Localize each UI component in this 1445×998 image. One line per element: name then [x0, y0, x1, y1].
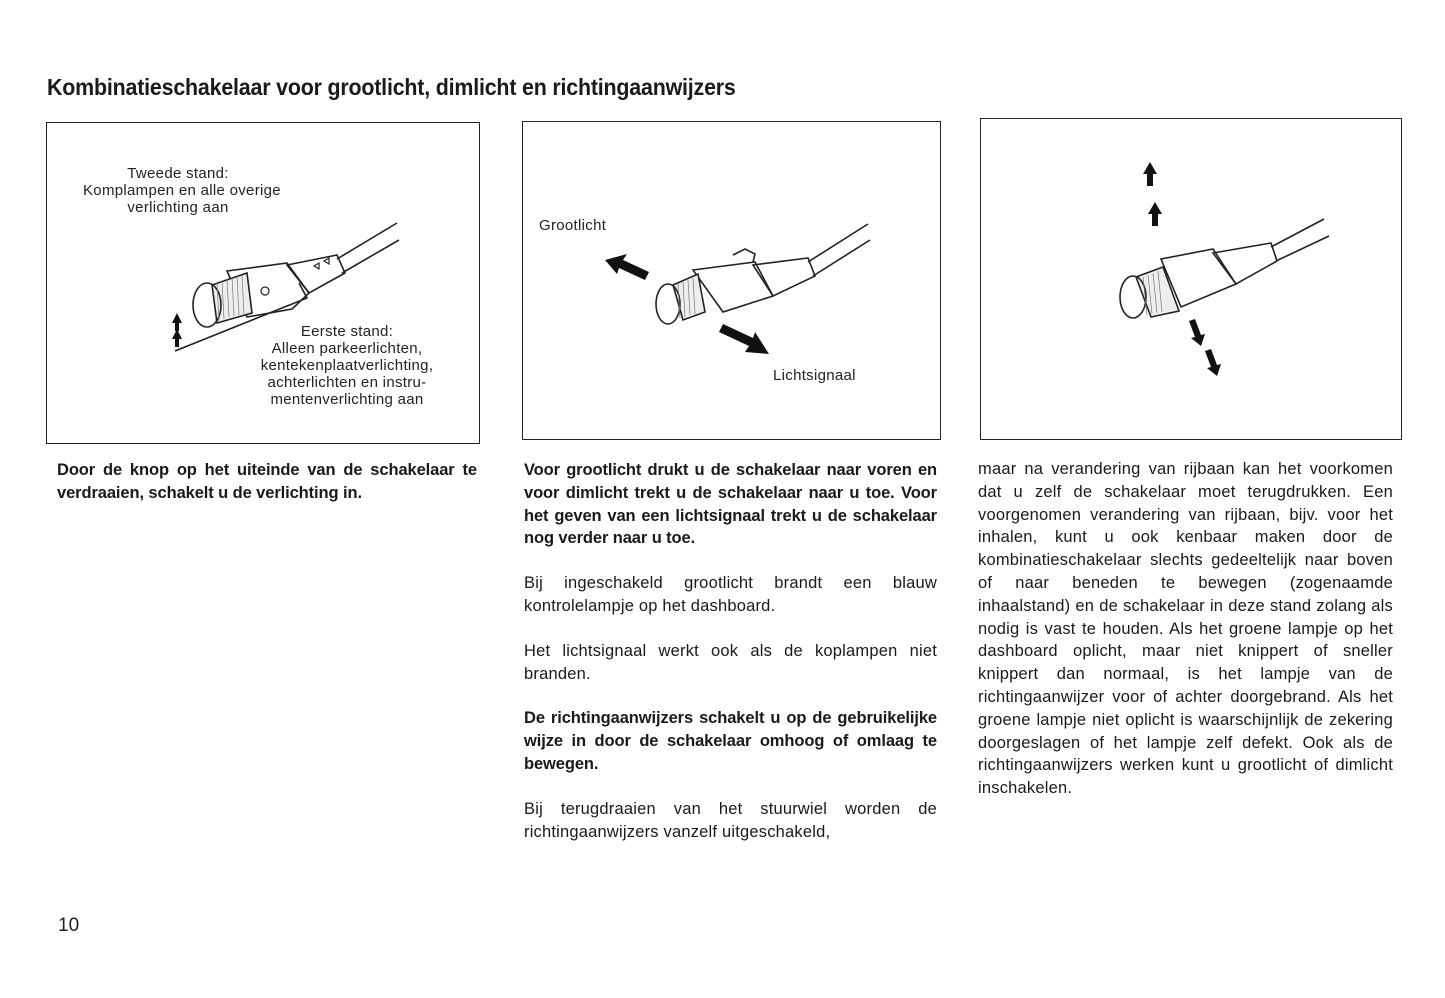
- figure-turn-signals: [980, 118, 1402, 440]
- text-column-3: [978, 458, 1393, 822]
- caption-line: verlichting aan: [127, 199, 229, 216]
- light-symbol-icon: [261, 287, 269, 295]
- combination-switch-icon: [981, 119, 1403, 441]
- paragraph: De richtingaanwijzers schakelt u op de gebruikelijke wijze in door de schakelaar omhoog of omlaag te bewegen.: [524, 709, 937, 773]
- paragraph: Voor grootlicht drukt u de schakelaar naar voren en voor dimlicht trekt u de schakelaar naar u toe. Voor het geven van een lichtsignaal trekt u de schakelaar nog verder naar u toe.: [524, 461, 937, 548]
- high-beam-label: Grootlicht: [539, 217, 607, 234]
- page-number: 10: [58, 915, 80, 936]
- down-arrows-icon: [1189, 319, 1221, 376]
- caption-line: Komplampen en alle overige: [83, 182, 281, 199]
- figure-light-switch-positions: [46, 122, 480, 444]
- page-title: Kombinatieschakelaar voor grootlicht, dimlicht en richtingaanwijzers: [47, 74, 736, 100]
- second-position-caption: [83, 165, 281, 216]
- paragraph: Bij terugdraaien van het stuurwiel worden de richtingaanwijzers vanzelf uitgeschakeld,: [524, 799, 937, 841]
- caption-line: Tweede stand:: [127, 165, 229, 182]
- figure-high-beam-flash: [522, 121, 941, 440]
- forward-arrow-icon: [605, 254, 649, 280]
- text-column-2: [524, 459, 937, 865]
- caption-line: mentenverlichting aan: [270, 391, 424, 408]
- caption-line: Alleen parkeerlichten,: [271, 340, 423, 357]
- paragraph: Door de knop op het uiteinde van de schakelaar te verdraaien, schakelt u de verlichting in.: [57, 461, 477, 502]
- caption-line: Eerste stand:: [300, 323, 394, 340]
- knob-rotate-arrows-icon: [172, 313, 182, 347]
- paragraph: Het lichtsignaal werkt ook als de koplampen niet branden.: [524, 641, 937, 683]
- paragraph: maar na verandering van rijbaan kan het voorkomen dat u zelf de schakelaar moet terugdrukken. Een voorgenomen verandering van rijbaan, bijv. voor het inhalen, kunt u ook kenbaar maken door de kombinatieschakelaar slechts gedeeltelijk naar boven of naar beneden te bewegen (zogenaamde inhaalstand) en de schakelaar in deze stand zolang als nodig is vast te houden. Als het groene lampje op het dashboard oplicht, maar niet knippert of sneller knippert dan normaal, is het lampje van de richtingaanwijzer voor of achter doorgebrand. Als het groene lampje niet oplicht is waarschijnlijk de zekering doorgeslagen of het lampje zelf defekt. Ook als de richtingaanwijzers werken kunt u grootlicht of dimlicht inschakelen.: [978, 460, 1393, 798]
- up-arrows-icon: [1143, 162, 1162, 226]
- backward-arrow-icon: [719, 324, 769, 354]
- combination-switch-icon: [523, 122, 942, 441]
- caption-line: achterlichten en instru-: [267, 374, 427, 391]
- flash-label: Lichtsignaal: [773, 367, 856, 384]
- paragraph: Bij ingeschakeld grootlicht brandt een blauw kontrolelampje op het dashboard.: [524, 574, 937, 615]
- first-position-caption: [247, 323, 447, 408]
- text-column-1: [57, 459, 477, 527]
- caption-line: kentekenplaatverlichting,: [260, 357, 434, 374]
